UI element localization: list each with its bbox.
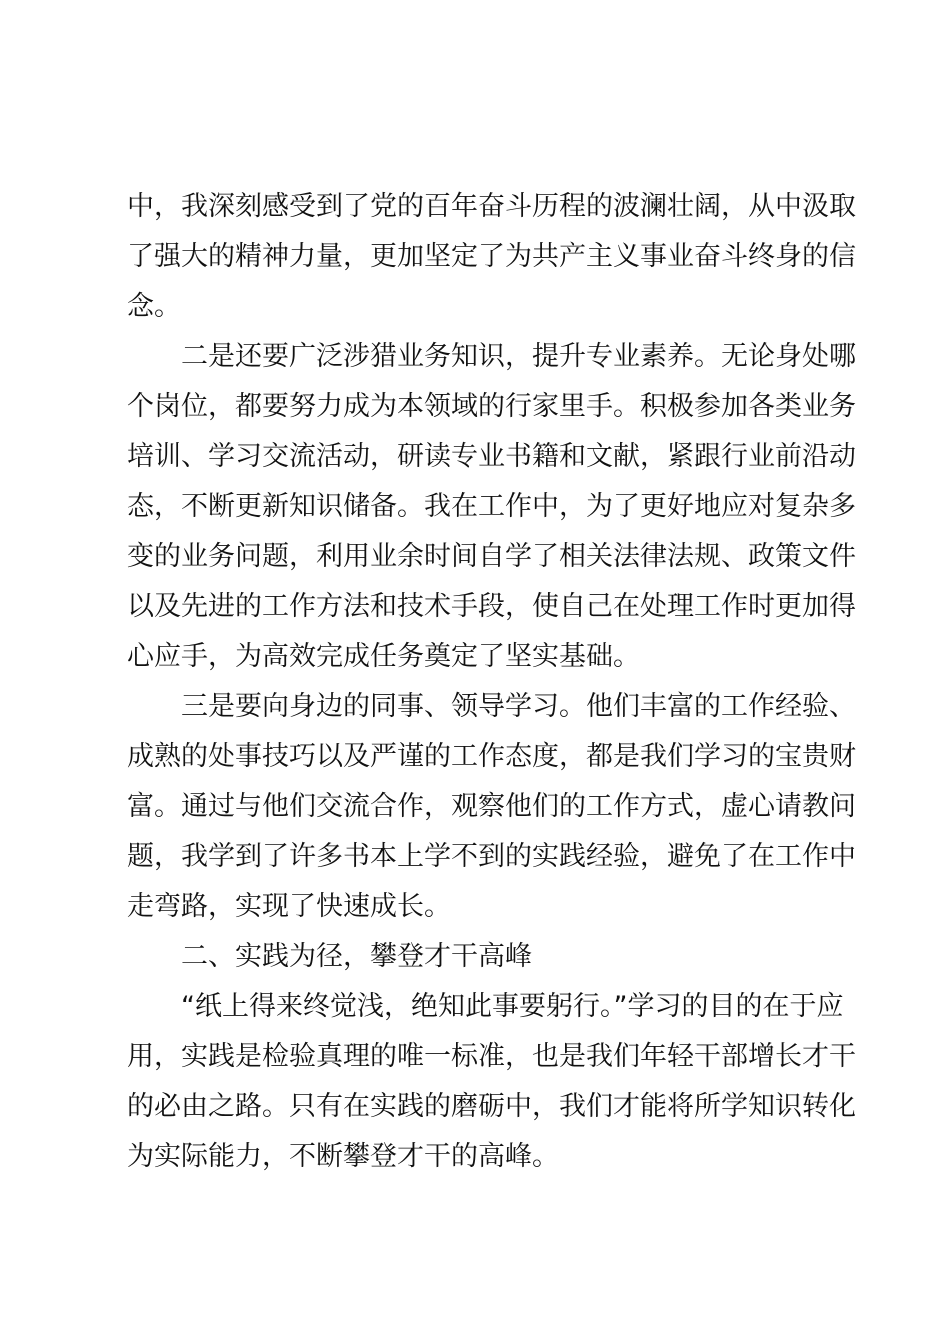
- text-line: 以及先进的工作方法和技术手段，使自己在处理工作时更加得: [127, 591, 856, 622]
- text-line: 个岗位，都要努力成为本领域的行家里手。积极参加各类业务: [127, 391, 856, 422]
- paragraph-first-line: 三是要向身边的同事、领导学习。他们丰富的工作经验、: [181, 691, 856, 722]
- text-line: 用，实践是检验真理的唯一标准，也是我们年轻干部增长才干: [127, 1041, 856, 1072]
- text-line: 题，我学到了许多书本上学不到的实践经验，避免了在工作中: [127, 841, 856, 872]
- paragraph-first-line: 二是还要广泛涉猎业务知识，提升专业素养。无论身处哪: [181, 341, 856, 372]
- text-line: 的必由之路。只有在实践的磨砺中，我们才能将所学知识转化: [127, 1091, 856, 1122]
- text-line: 为实际能力，不断攀登才干的高峰。: [127, 1141, 559, 1172]
- text-line: 富。通过与他们交流合作，观察他们的工作方式，虚心请教问: [127, 791, 856, 822]
- text-line: 成熟的处事技巧以及严谨的工作态度，都是我们学习的宝贵财: [127, 741, 856, 772]
- text-line: 走弯路，实现了快速成长。: [127, 891, 451, 922]
- paragraph-first-line: “纸上得来终觉浅，绝知此事要躬行。”学习的目的在于应: [181, 991, 844, 1022]
- text-line: 培训、学习交流活动，研读专业书籍和文献，紧跟行业前沿动: [127, 441, 856, 472]
- text-line: 变的业务问题，利用业余时间自学了相关法律法规、政策文件: [127, 541, 856, 572]
- text-line: 念。: [127, 291, 181, 322]
- text-line: 态，不断更新知识储备。我在工作中，为了更好地应对复杂多: [127, 491, 856, 522]
- text-line: 中，我深刻感受到了党的百年奋斗历程的波澜壮阔，从中汲取: [127, 191, 856, 222]
- text-line: 了强大的精神力量，更加坚定了为共产主义事业奋斗终身的信: [127, 241, 856, 272]
- document-body: [127, 182, 856, 1182]
- text-line: 心应手，为高效完成任务奠定了坚实基础。: [127, 641, 640, 672]
- section-heading: 二、实践为径，攀登才干高峰: [181, 941, 532, 972]
